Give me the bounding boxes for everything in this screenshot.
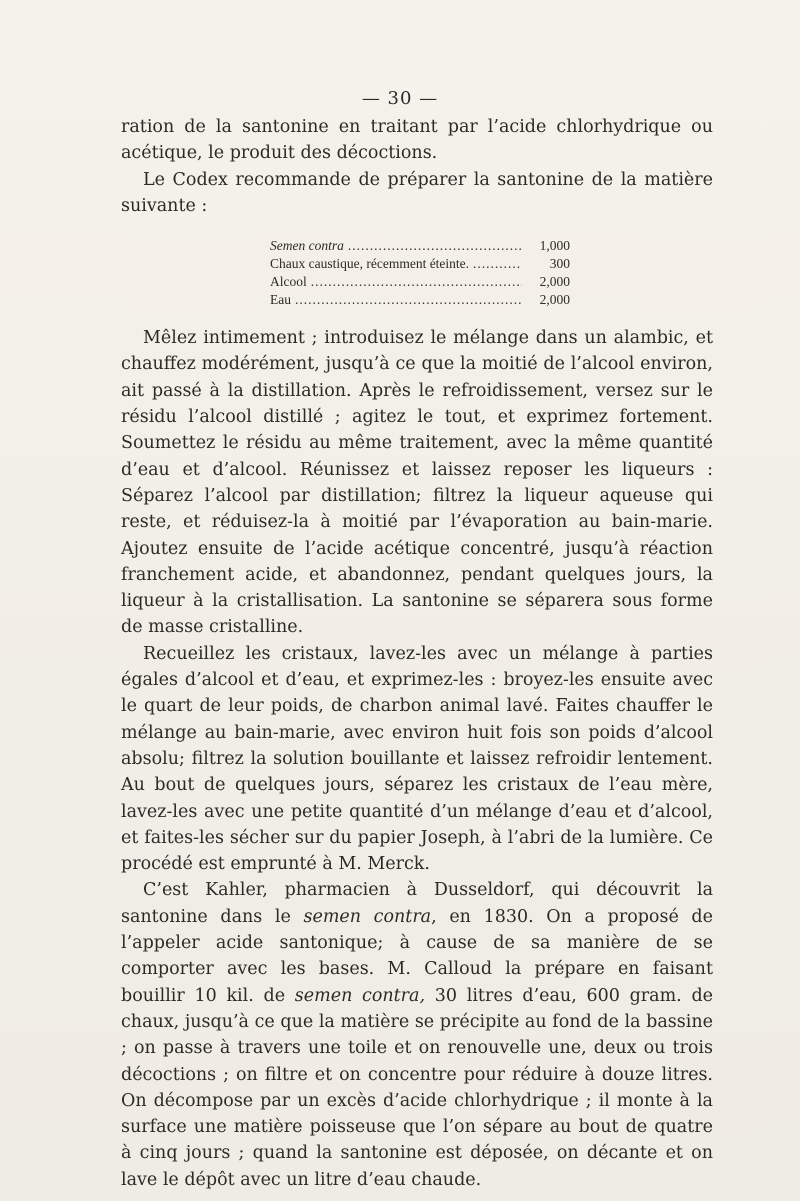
dot-leader [311,273,522,291]
page-number: — 30 — [361,88,439,109]
recipe-quantity: 2,000 [539,292,570,308]
paragraph-5-text-b: , en 1830. On a proposé de l’appeler acide santonique; à cause de sa manière de se comporter avec les bases. M. Calloud la prépare en faisant bouillir 10 kil. de [121,906,713,1006]
paragraph-4: Recueillez les cristaux, lavez-les avec un mélange à parties égales d’alcool et d’eau, et exprimez-les : broyez-les ensuite avec le quart de leur poids, de charbon animal lavé. Faites chauffer le mélange au bain-marie, avec environ huit fois son poids d’alcool absolu; filtrez la solution bouillante et laissez refroidir lentement. Au bout de quelques jours, séparez les cristaux de l’eau mère, lavez-les avec une petite quantité d’un mélange d’eau et d’alcool, et faites-les sécher sur du papier Joseph, à l’abri de la lumière. Ce procédé est emprunté à M. Merck. [121,643,713,875]
paragraph-5 [121,877,713,1193]
recipe-row [270,237,570,255]
paragraph-3: Mêlez intimement ; introduisez le mélange dans un alambic, et chauffez modérément, jusqu’à ce que la moitié de l’alcool environ, ait passé à la distillation. Après le refroidissement, versez sur le résidu l’alcool distillé ; agitez le tout, et exprimez fortement. Soumettez le résidu au même traitement, avec la même quantité d’eau et d’alcool. Réunissez et laissez reposer les liqueurs : Séparez l’alcool par distillation; filtrez la liqueur aqueuse qui reste, et réduisez-la à moitié par l’évaporation au bain-marie. Ajoutez ensuite de l’acide acétique concentré, jusqu’à réaction franchement acide, et abandonnez, pendant quelques jours, la liqueur à la cristallisation. La santonine se séparera sous forme de masse cristalline. [121,328,713,638]
dot-leader [295,291,522,309]
recipe-ingredient: Semen contra [270,238,344,254]
recipe-ingredient: Eau [270,292,291,308]
recipe-row [270,255,570,273]
dot-leader [473,255,522,273]
recipe-ingredient: Alcool [270,274,307,290]
body-text [121,114,713,1193]
recipe-quantity: 1,000 [539,238,570,254]
dot-leader [348,237,522,255]
recipe-row [270,273,570,291]
recipe-quantity: 2,000 [539,274,570,290]
recipe-quantity: 300 [549,256,570,272]
recipe-table [270,237,570,309]
recipe-ingredient: Chaux caustique, récemment éteinte. [270,256,470,272]
paragraph-5-text-c: 30 litres d’eau, 600 gram. de chaux, jusqu’à ce que la matière se précipite au fond de la bassine ; on passe à travers une toile et on renouvelle une, deux ou trois décoctions ; on filtre et on concentre pour réduire à douze litres. On décompose par un excès d’acide chlorhydrique ; il monte à la surface une matière poisseuse que l’on sépare au bout de quatre à cinq jours ; quand la santonine est déposée, on décante et on lave le dépôt avec un litre d’eau chaude. [121,985,714,1190]
paragraph-1: ration de la santonine en traitant par l’acide chlorhydrique ou acétique, le produit des décoctions. [121,117,713,164]
paragraph-2: Le Codex recommande de préparer la santonine de la matière suivante : [121,169,713,216]
italic-term: semen contra [303,906,432,927]
paragraph-5-text-a: C’est Kahler, pharmacien à Dusseldorf, qui découvrit la santonine dans le [121,880,713,927]
italic-term: semen contra, [294,985,426,1006]
recipe-row [270,291,570,309]
